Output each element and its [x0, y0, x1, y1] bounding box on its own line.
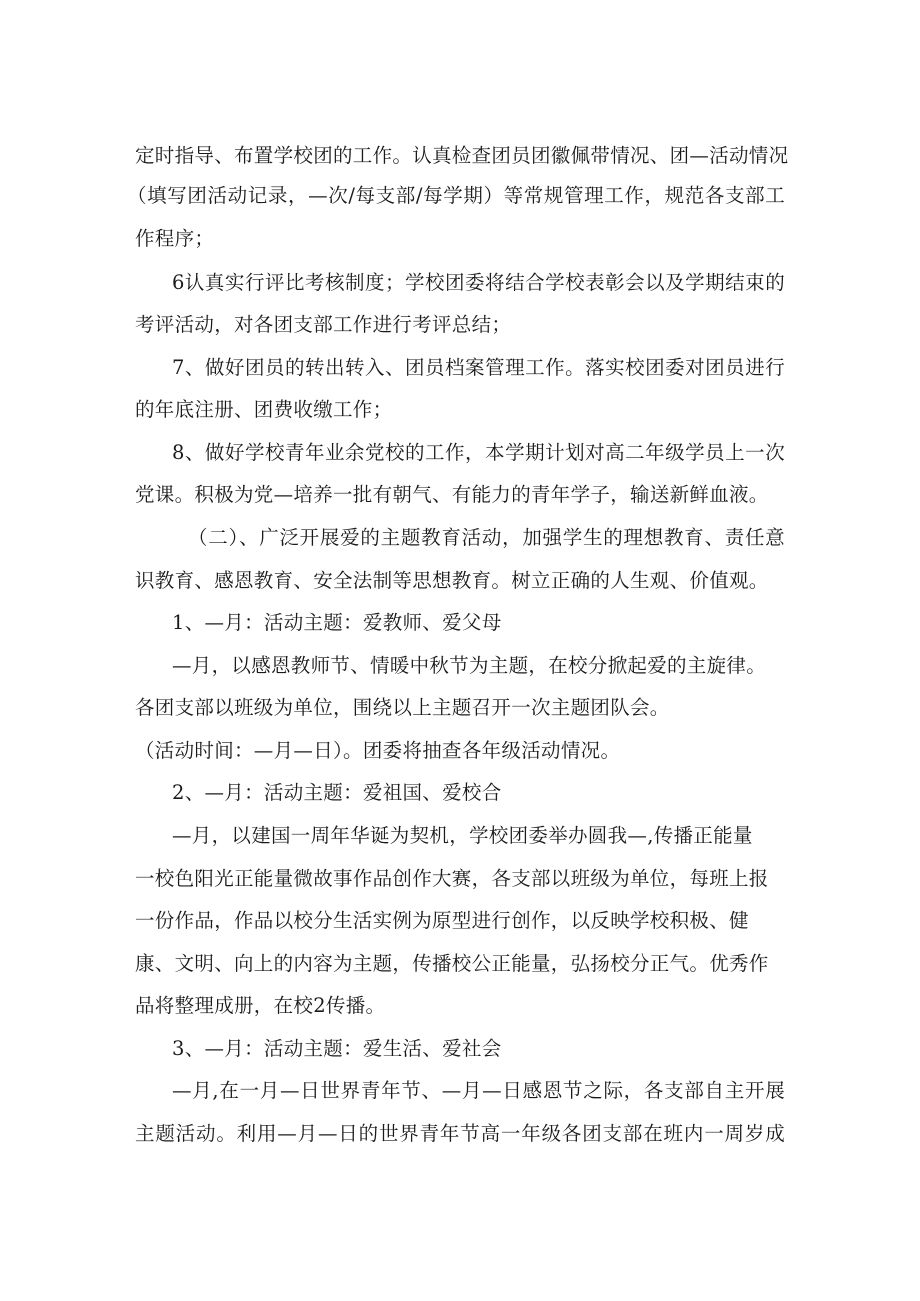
- text-line: （填写团活动记录，—次/每支部/每学期）等常规管理工作，规范各支部工: [127, 184, 785, 207]
- text-line: 主题活动。利用—月—日的世界青年节高一年级各团支部在班内一周岁成: [135, 1122, 785, 1145]
- text-line: 一份作品，作品以校分生活实例为原型进行创作，以反映学校积极、健: [135, 909, 749, 932]
- text-line: 康、文明、向上的内容为主题，传播校公正能量，弘扬校分正气。优秀作: [135, 952, 769, 975]
- text-line: —月,在一月—日世界青年节、—月—日感恩节之际，各支部自主开展: [172, 1079, 785, 1102]
- text-line: 考评活动，对各团支部工作进行考评总结；: [135, 313, 512, 336]
- text-line: 的年底注册、团费收缴工作；: [135, 398, 393, 421]
- text-line: —月，以建国一周年华诞为契机，学校团委举办圆我—,传播正能量: [172, 824, 753, 847]
- text-line: （活动时间：—月—日）。团委将抽查各年级活动情况。: [135, 739, 621, 762]
- text-line: 3、—月：活动主题：爱生活、爱社会: [172, 1037, 502, 1060]
- text-line: 6认真实行评比考核制度；学校团委将结合学校表彰会以及学期结束的: [172, 271, 785, 294]
- text-line: 品将整理成册，在校2传播。: [135, 994, 386, 1017]
- text-line: 2、—月：活动主题：爱祖国、爱校合: [172, 781, 502, 804]
- text-line: 党课。积极为党—培养一批有朝气、有能力的青年学子，输送新鲜血液。: [135, 483, 769, 506]
- text-line: 各团支部以班级为单位，围绕以上主题召开一次主题团队会。: [135, 696, 670, 719]
- text-line: （二）、广泛开展爱的主题教育活动，加强学生的理想教育、责任意: [188, 526, 785, 549]
- text-line: 作程序；: [135, 227, 215, 250]
- text-line: —月，以感恩教师节、情暖中秋节为主题，在校分掀起爱的主旋律。: [172, 654, 767, 677]
- text-line: 一校色阳光正能量微故事作品创作大赛，各支部以班级为单位，每班上报: [135, 867, 769, 890]
- text-line: 7、做好团员的转出转入、团员档案管理工作。落实校团委对团员进行: [172, 356, 785, 379]
- text-line: 识教育、感恩教育、安全法制等思想教育。树立正确的人生观、价值观。: [135, 569, 769, 592]
- text-line: 定时指导、布置学校团的工作。认真检查团员团徽佩带情况、团—活动情况: [135, 144, 789, 167]
- text-line: 1、—月：活动主题：爱教师、爱父母: [172, 611, 502, 634]
- text-line: 8、做好学校青年业余党校的工作，本学期计划对高二年级学员上一次: [172, 441, 785, 464]
